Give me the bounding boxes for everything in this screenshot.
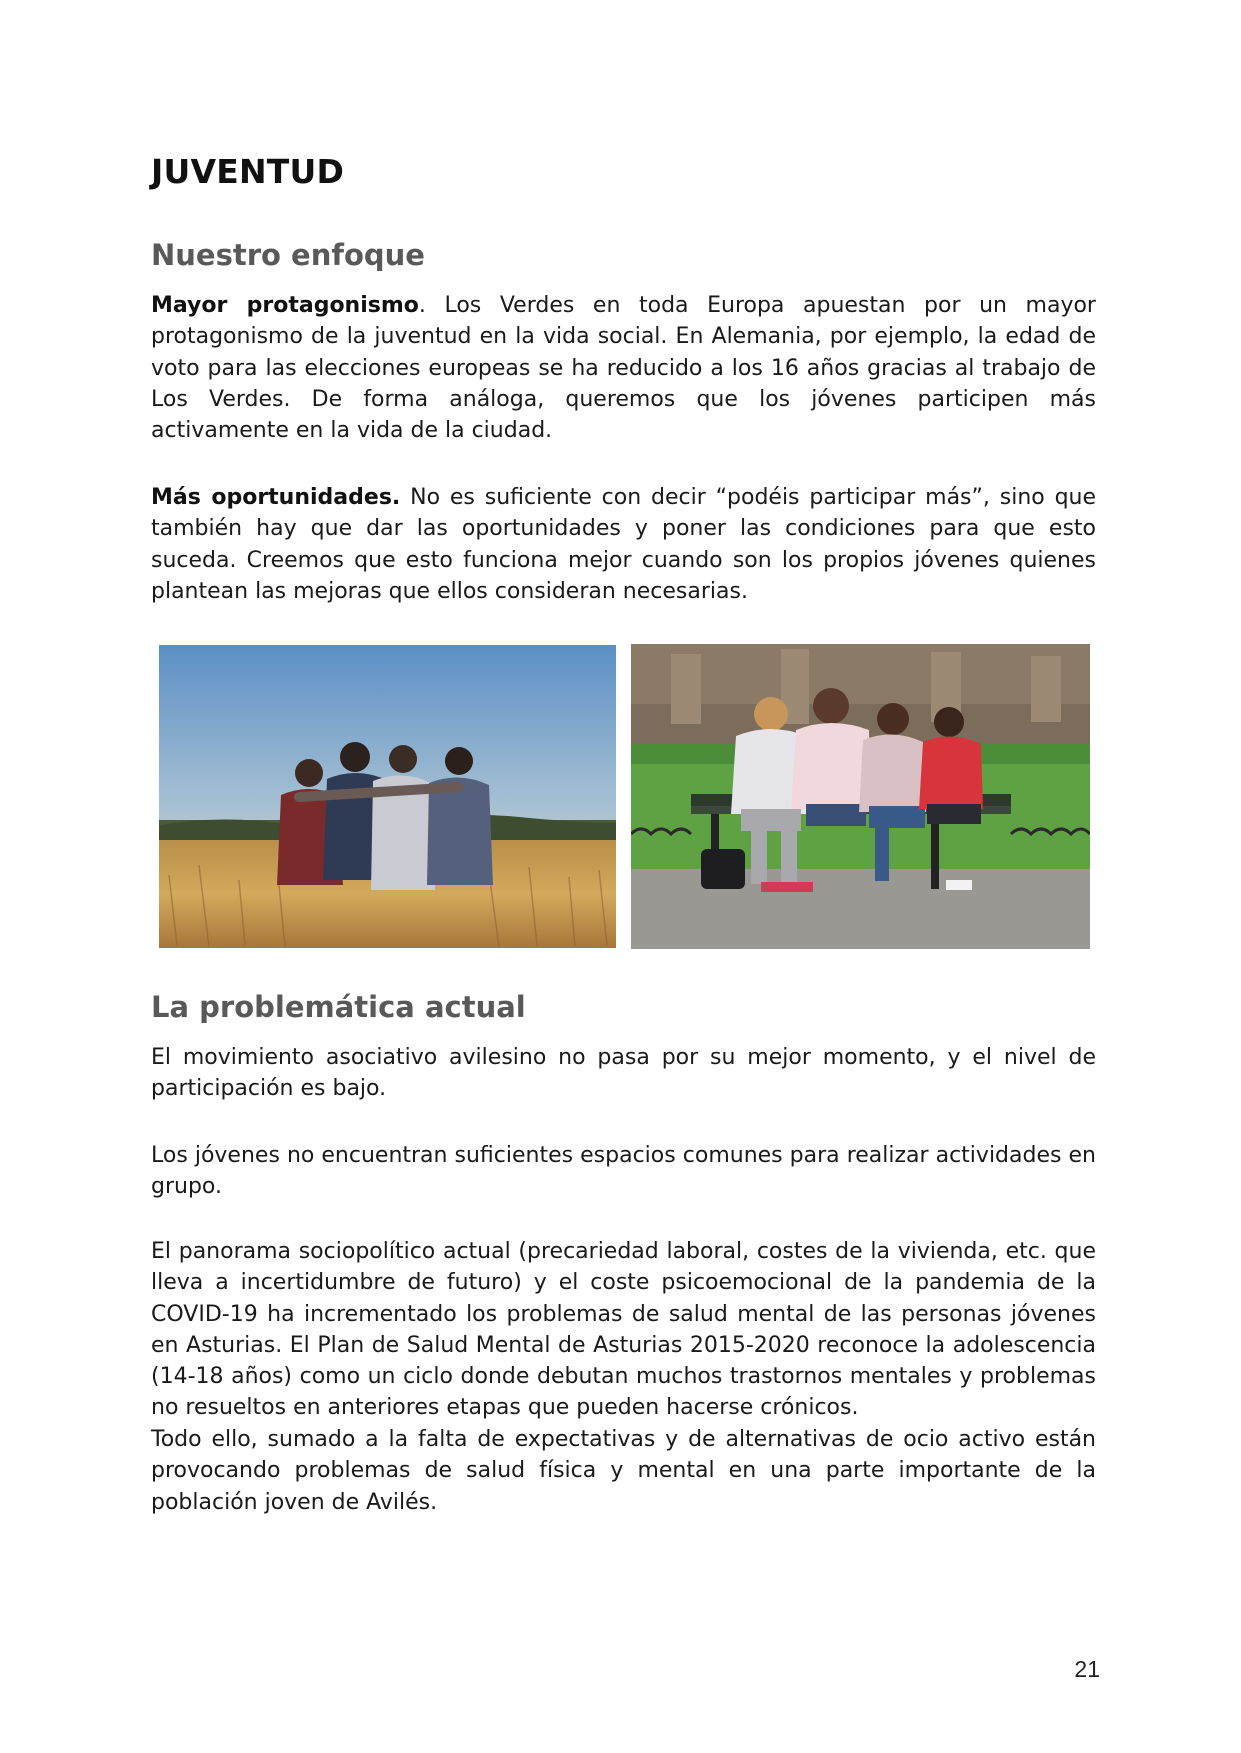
paragraph-salud-fisica-mental: Todo ello, sumado a la falta de expectativas y de alternativas de ocio activo están provocando problemas de salud física y mental en una parte importante de la población joven de Avilés.: [151, 1427, 1096, 1515]
lead-oportunidades: Más oportunidades.: [151, 485, 401, 510]
paragraph-protagonismo: [151, 290, 1096, 446]
section-heading-enfoque: Nuestro enfoque: [151, 238, 425, 272]
paragraph-panorama-sociopolitico: El panorama sociopolítico actual (precariedad laboral, costes de la vivienda, etc. que lleva a incertidumbre de futuro) y el coste psicoemocional de la pandemia de la COVID-19 ha incrementado los problemas de salud mental de las personas jóvenes en Asturias. El Plan de Salud Mental de Asturias 2015-2020 reconoce la adolescencia (14-18 años) como un ciclo donde debutan muchos trastornos mentales y problemas no resueltos en anteriores etapas que pueden hacerse crónicos.: [151, 1239, 1096, 1421]
text-protagonismo: . Los Verdes en toda Europa apuestan por un mayor protagonismo de la juventud en la vida social. En Alemania, por ejemplo, la edad de voto para las elecciones europeas se ha reducido a los 16 años gracias al trabajo de Los Verdes. De forma análoga, queremos que los jóvenes participen más activamente en la vida de la ciudad.: [151, 293, 1096, 444]
photo-friends-in-wheat-field: [159, 645, 616, 948]
lead-protagonismo: Mayor protagonismo: [151, 293, 419, 318]
paragraph-oportunidades: [151, 482, 1096, 607]
paragraph-espacios-comunes: Los jóvenes no encuentran suficientes espacios comunes para realizar actividades en grupo.: [151, 1143, 1096, 1200]
photo-girls-on-park-bench: [631, 644, 1090, 949]
paragraph-movimiento-asociativo: El movimiento asociativo avilesino no pasa por su mejor momento, y el nivel de participación es bajo.: [151, 1045, 1096, 1102]
page-title: JUVENTUD: [151, 152, 345, 191]
page-number: 21: [1074, 1656, 1100, 1682]
text-oportunidades: No es suficiente con decir “podéis participar más”, sino que también hay que dar las oportunidades y poner las condiciones para que esto suceda. Creemos que esto funciona mejor cuando son los propios jóvenes quienes plantean las mejoras que ellos consideran necesarias.: [151, 485, 1097, 604]
section-heading-problematica: La problemática actual: [151, 990, 526, 1024]
